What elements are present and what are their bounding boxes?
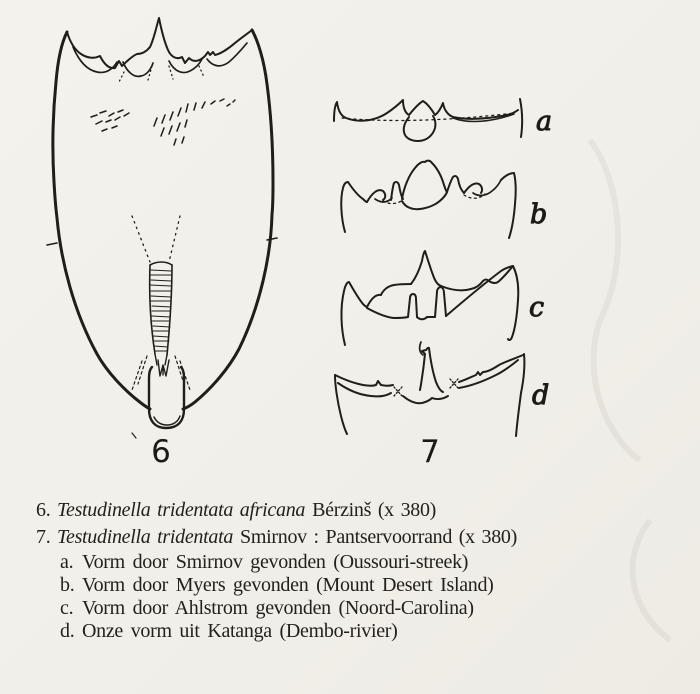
caption-entry-7-number: 7. <box>36 526 51 548</box>
stray-pen-mark <box>132 433 136 438</box>
caption-entry-7-species-name: Testudinella tridentata <box>57 526 234 548</box>
caption-entry-6-species-name: Testudinella tridentata africana <box>57 499 306 521</box>
figure-7-number: 7 <box>420 434 440 470</box>
figure-6-number: 6 <box>151 434 171 470</box>
caption-variant-a-letter: a. <box>60 551 74 573</box>
caption-entry-7 <box>36 524 676 551</box>
lorica-anterior-margin <box>67 18 252 76</box>
variant-c-profile <box>341 251 518 355</box>
lorica-body-outline <box>53 30 273 409</box>
caption-entry-6-author-magnification: Bérzinš (x 380) <box>312 499 437 521</box>
caption-variant-c-letter: c. <box>60 597 74 619</box>
caption-entry-6 <box>36 497 676 524</box>
caption-variant-b <box>60 574 676 597</box>
side-tick-marks <box>47 238 277 245</box>
caption-variant-d <box>60 620 676 643</box>
caption-entry-7-author-magnification: Smirnov : Pantservoorrand (x 380) <box>240 526 517 548</box>
stipple-texture <box>91 99 235 145</box>
variant-a-letter: a <box>536 106 553 137</box>
variant-a-bracket <box>520 99 522 137</box>
margin-dotted-marks <box>118 66 204 84</box>
variant-b-letter: b <box>530 199 548 230</box>
annulated-foot-tube <box>150 262 172 365</box>
foot-outline <box>149 360 184 428</box>
variant-d-bracket <box>516 354 524 436</box>
variant-b-profile <box>341 161 515 238</box>
foot-claw <box>158 360 169 376</box>
caption-variant-c <box>60 597 676 620</box>
caption-variant-c-text: Vorm door Ahlstrom gevonden (Noord-Carolina) <box>82 597 474 619</box>
caption-variant-a-text: Vorm door Smirnov gevonden (Oussouri-streek) <box>82 551 469 573</box>
variant-d-profile <box>335 348 524 436</box>
caption-variant-b-letter: b. <box>60 574 75 596</box>
variant-c-bracket <box>508 266 518 340</box>
caption-entry-6-number: 6. <box>36 499 51 521</box>
variant-b-bracket <box>501 173 516 238</box>
caption-variant-d-text: Onze vorm uit Katanga (Dembo-rivier) <box>82 620 398 642</box>
figure-caption <box>36 497 676 643</box>
caption-variant-d-letter: d. <box>60 620 75 642</box>
variant-a-profile <box>334 99 522 141</box>
variant-c-letter: c <box>529 292 545 323</box>
variant-d-letter: d <box>532 380 550 411</box>
internal-dashed-guides <box>132 216 180 262</box>
caption-variant-b-text: Vorm door Myers gevonden (Mount Desert Island) <box>82 574 494 596</box>
figure-7-margin-variants-drawing <box>325 88 580 443</box>
caption-variant-a <box>60 551 676 574</box>
caption-variant-list <box>60 551 676 643</box>
figure-6-lorica-drawing <box>28 4 298 449</box>
